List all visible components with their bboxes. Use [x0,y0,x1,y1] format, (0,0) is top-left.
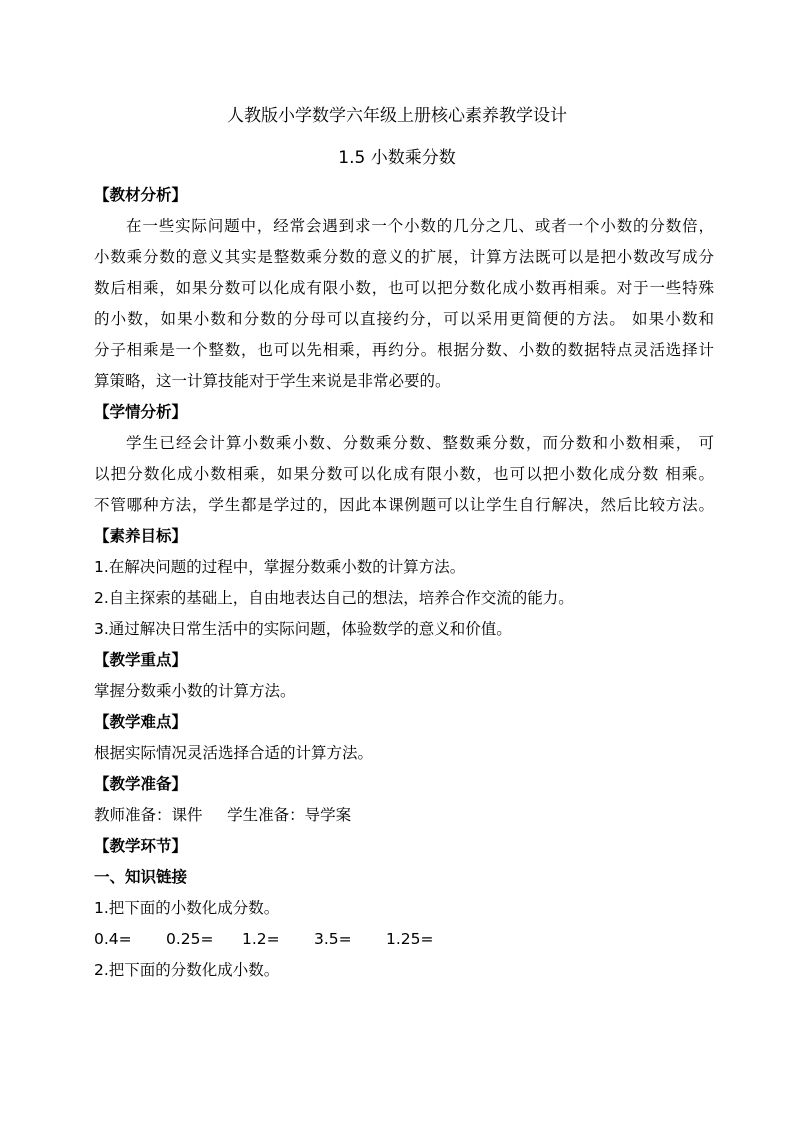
section-heading-process: 【教学环节】 [94,837,188,855]
exercise-value: 1.2= [242,930,280,948]
paragraph-line: 学生已经会计算小数乘小数、分数乘分数、整数乘分数，而分数和小数相乘， 可 [126,434,714,452]
lesson-title: 1.5 小数乘分数 [338,148,456,168]
document-title: 人教版小学数学六年级上册核心素养教学设计 [227,106,567,126]
goal-item: 3.通过解决日常生活中的实际问题，体验数学的意义和价值。 [94,620,512,638]
exercise-value: 0.4= [94,930,132,948]
paragraph-line: 在一些实际问题中，经常会遇到求一个小数的几分之几、或者一个小数的分数倍， [126,217,714,235]
paragraph-line: 小数乘分数的意义其实是整数乘分数的意义的扩展，计算方法既可以是把小数改写成分 [94,248,714,266]
paragraph-line: 不管哪种方法，学生都是学过的，因此本课例题可以让学生自行解决，然后比较方法。 [94,496,714,514]
exercise-value: 0.25= [166,930,214,948]
exercise-question-1: 1.把下面的小数化成分数。 [94,899,280,917]
paragraph-line: 以把分数化成小数相乘，如果分数可以化成有限小数，也可以把小数化成分数 相乘。 [94,465,714,483]
section-heading-preparation: 【教学准备】 [94,775,188,793]
key-points-text: 掌握分数乘小数的计算方法。 [94,682,296,700]
section-heading-goals: 【素养目标】 [94,527,188,545]
paragraph-line: 的小数，如果小数和分数的分母可以直接约分，可以采用更简便的方法。 如果小数和 [94,310,714,328]
section-heading-student-analysis: 【学情分析】 [94,403,188,421]
preparation-text: 教师准备：课件 学生准备：导学案 [94,806,352,824]
paragraph-line: 分子相乘是一个整数，也可以先相乘，再约分。根据分数、小数的数据特点灵活选择计 [94,341,714,359]
paragraph-line: 数后相乘，如果分数可以化成有限小数，也可以把分数化成小数再相乘。对于一些特殊 [94,279,714,297]
exercise-value: 1.25= [386,930,434,948]
exercise-question-2: 2.把下面的分数化成小数。 [94,961,280,979]
goal-item: 2.自主探索的基础上，自由地表达自己的想法，培养合作交流的能力。 [94,589,574,607]
exercise-values-row [94,924,714,955]
goal-item: 1.在解决问题的过程中，掌握分数乘小数的计算方法。 [94,558,466,576]
exercise-value: 3.5= [314,930,352,948]
document-body [94,180,714,986]
paragraph-line: 算策略，这一计算技能对于学生来说是非常必要的。 [94,372,451,390]
section-heading-key-points: 【教学重点】 [94,651,188,669]
section-heading-difficulties: 【教学难点】 [94,713,188,731]
part-title-knowledge-link: 一、知识链接 [94,868,188,886]
difficulties-text: 根据实际情况灵活选择合适的计算方法。 [94,744,374,762]
section-heading-textbook-analysis: 【教材分析】 [94,186,188,204]
